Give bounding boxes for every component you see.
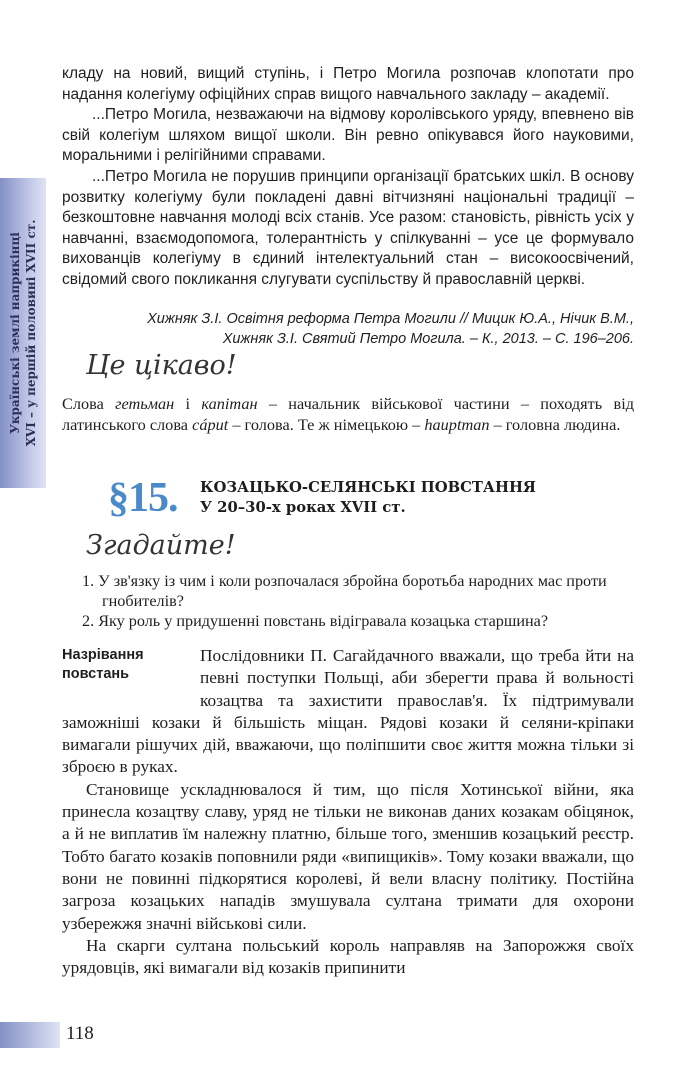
quote-paragraph: ...Петро Могила, незважаючи на відмову королівського уряду, впевнено вів свій колегіум шляхом вищої школи. Він ревно опікувався його науковими, моральними і релігійними справами. — [62, 106, 634, 165]
section-number: §15. — [108, 475, 178, 521]
section-title — [200, 478, 640, 518]
page-number: 118 — [66, 1023, 94, 1044]
term-word: hauptman — [424, 415, 490, 434]
recall-questions — [82, 571, 638, 631]
term-word: гетьман — [115, 394, 175, 413]
recall-question: 1. У зв'язку із чим і коли розпочалася збройна боротьба народних мас проти гнобителів? — [82, 572, 607, 610]
body-paragraph: Послідовники П. Сагайдачного вважали, що треба йти на певні поступки Польщі, аби зберегти права й вольності козацтва та захистити православ'я. Їх підтримували заможніші козаки й більшість міщан. Рядові козаки й селяни-кріпаки вимагали рішучих дій, вважаючи, що поліпшити своє життя можна тільки зі зброєю в руках. — [62, 646, 634, 777]
text-fragment: – начальник військової частини – походять від латинського слова — [62, 394, 634, 434]
text-fragment: – головна людина. — [489, 415, 621, 434]
subheading-line: повстань — [62, 666, 130, 682]
subheading-line: Назрівання — [62, 647, 144, 663]
text-fragment: Слова — [62, 394, 116, 413]
text-fragment: і — [174, 394, 202, 413]
chapter-side-tab — [0, 178, 46, 488]
quote-citation — [62, 310, 634, 349]
body-paragraph: На скарги султана польський король направляв на Запорожжя своїх урядовців, які вимагали від козаків припинити — [62, 935, 634, 978]
interesting-heading: Це цікаво! — [86, 350, 237, 381]
body-paragraph: Становище ускладнювалося й тим, що після Хотинської війни, яка принесла козацтву славу, уряд не тільки не виконав даних козакам обіцянок, а й не виплатив їм належну платню, більше того, зменшив козацький реєстр. Тобто багато козаків поповнили ряди «випищиків». Тому козаки вважали, що вони не повинні підкорятися королеві, й вели власну політику. Постійна загроза козацьких нападів змушувала султана тримати для охорони узбережжя значні військові сили. — [62, 779, 634, 933]
footer-accent-bar — [0, 1022, 60, 1048]
citation-line: Хижняк З.І. Святий Петро Могила. – К., 2013. – С. 196–206. — [222, 330, 634, 347]
recall-heading: Згадайте! — [86, 530, 236, 561]
citation-line: Хижняк З.І. Освітня реформа Петра Могили // Мицик Ю.А., Нічик В.М., — [147, 311, 634, 327]
section-title-line2: У 20–30-х роках XVII ст. — [200, 499, 406, 516]
quote-block — [62, 64, 634, 291]
main-text — [62, 645, 634, 979]
term-word: cáput — [192, 415, 229, 434]
quote-paragraph: кладу на новий, вищий ступінь, і Петро Могила розпочав клопотати про надання колегіуму офіційних справ вищого навчального закладу – академії. — [62, 65, 634, 103]
chapter-side-title — [0, 178, 46, 488]
term-word: капітан — [201, 394, 258, 413]
text-fragment: – голова. Те ж німецькою – — [228, 415, 425, 434]
quote-paragraph: ...Петро Могила не порушив принципи організації братських шкіл. В основу розвитку колегіуму були покладені давні вітчизняні національні традиції – безкоштовне навчання молоді всіх станів. Усе разом: становість, рівність усіх у навчанні, взаємодопомога, толерантність у спілкуванні – усе це формувало вихованців колегіуму в єдиний інтелектуальний стан – високоосвічений, свідомий свого покликання слугувати суспільству й православній церкві. — [62, 167, 634, 288]
section-title-line1: КОЗАЦЬКО-СЕЛЯНСЬКІ ПОВСТАННЯ — [200, 479, 536, 496]
recall-question: 2. Яку роль у придушенні повстань відігравала козацька старшина? — [82, 612, 549, 630]
side-title-line1: Українські землі наприкінці — [8, 232, 22, 434]
interesting-text — [62, 393, 634, 435]
side-title-line2: XVI – у першій половині XVII ст. — [24, 219, 38, 447]
